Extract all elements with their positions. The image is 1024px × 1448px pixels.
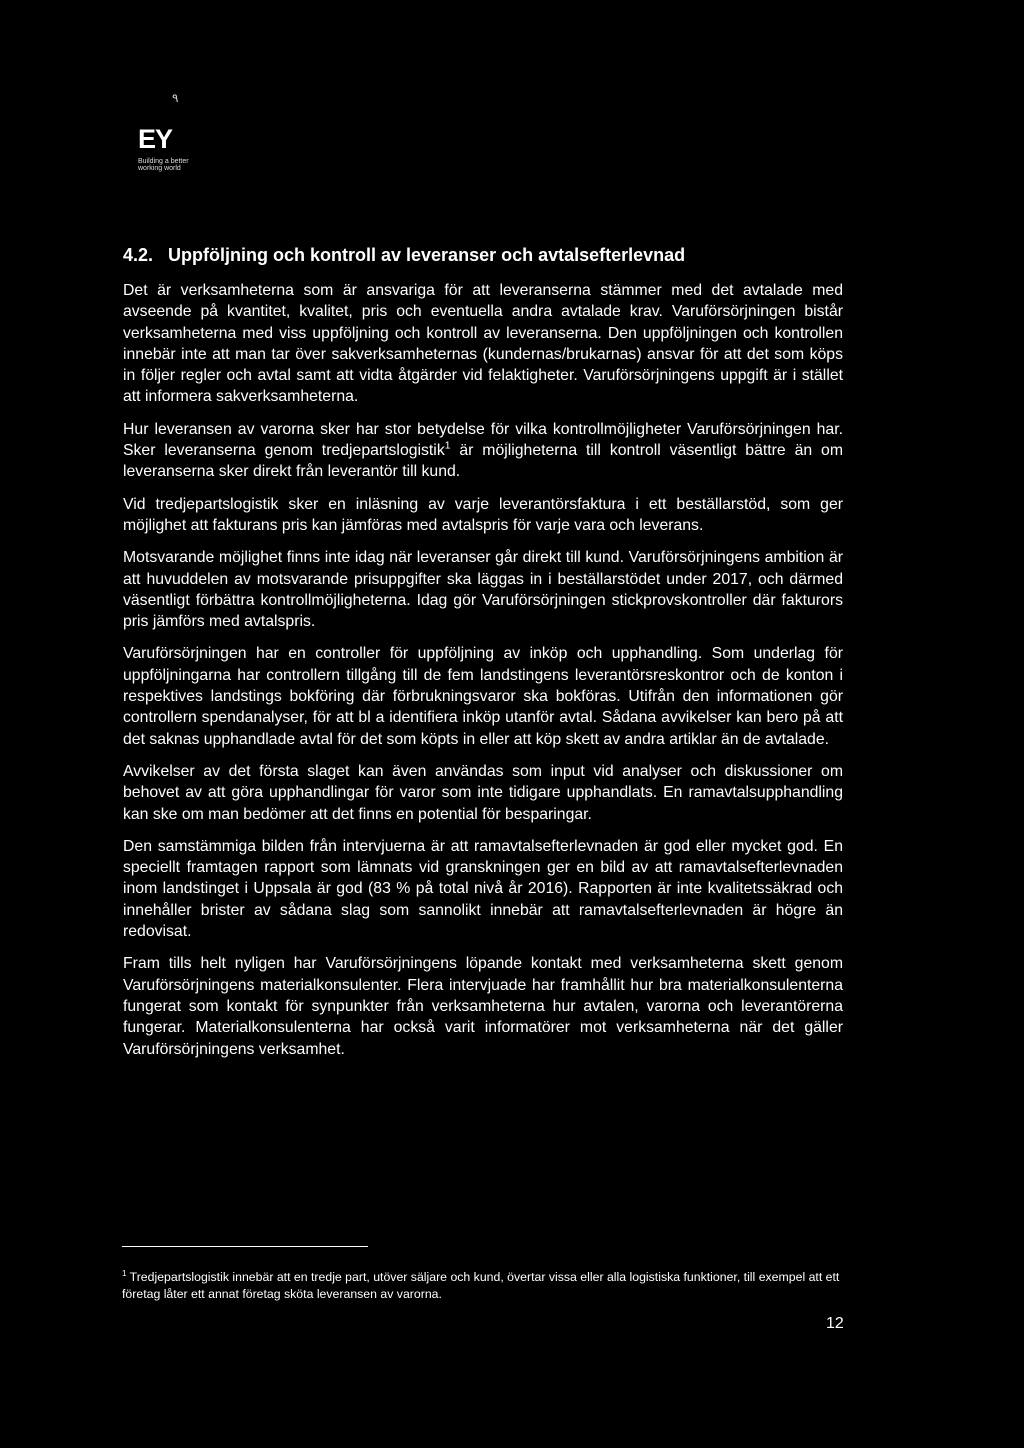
paragraph: Avvikelser av det första slaget kan även användas som input vid analyser och diskussioner om behovet av att göra upphandlingar för varor som inte tidigare upphandlats. En ramavtalsupphandling kan ske om man bedömer att det finns en potential för besparingar.	[123, 762, 843, 823]
footnote	[122, 1269, 852, 1303]
logo-beam-mark: ٩	[172, 91, 179, 105]
logo-letters: EY	[138, 124, 173, 154]
paragraph-text: Hur leveransen av varorna sker har stor betydelse för vilka kontrollmöjligheter Varuförsörjningen har. Sker leveranserna genom tredjepartslogistik	[123, 420, 843, 460]
footnote-text: Tredjepartslogistik innebär att en tredje part, utöver säljare och kund, övertar vissa eller alla logistiska funktioner, till exempel att ett företag låter ett annat företag sköta leveransen av varorna.	[122, 1270, 840, 1301]
section-heading	[123, 244, 843, 266]
paragraph-text: är möjligheterna till kontroll väsentligt bättre än om leveranserna sker direkt från leverantör till kund.	[123, 442, 844, 481]
paragraph: Det är verksamheterna som är ansvariga för att leveranserna stämmer med det avtalade med avseende på kvantitet, kvalitet, pris och eventuella andra avtalade krav. Varuförsörjningen bistår verksamheterna med viss uppföljning och kontroll av leveranserna. Den uppföljningen och kontrollen innebär inte att man tar över sakverksamheternas (kundernas/brukarnas) ansvar för att det som köps in följer regler och avtal samt att vidta åtgärder vid felaktigheter. Varuförsörjningens uppgift är i stället att informera sakverksamheterna.	[123, 282, 843, 406]
footnote-divider	[122, 1246, 368, 1247]
paragraph: Vid tredjepartslogistik sker en inläsning av varje leverantörsfaktura i ett beställarstöd, som ger möjlighet att fakturans pris kan jämföras med avtalspris för varje vara och leverans.	[123, 495, 843, 534]
footnote-reference: 1	[444, 440, 451, 452]
paragraph: Varuförsörjningen har en controller för uppföljning av inköp och upphandling. Som underlag för uppföljningarna har controllern tillgång till de fem landstingens leverantörsreskontror och de konton i respektives landstings bokföring där förbrukningsvaror ska bokföras. Utifrån den informationen gör controllern spendanalyser, för att bl a identifiera inköp utanför avtal. Sådana avvikelser kan bero på att det saknas upphandlade avtal för det som köpts in eller att köp skett av andra artiklar än de avtalade.	[123, 645, 843, 748]
page-number: 12	[826, 1315, 844, 1332]
ey-logo	[124, 92, 234, 182]
paragraph-with-footnote-ref	[123, 419, 843, 483]
paragraph: Motsvarande möjlighet finns inte idag när leveranser går direkt till kund. Varuförsörjningens ambition är att huvuddelen av motsvarande prisuppgifter ska läggas in i beställarstödet under 2017, och därmed väsentligt förbättra kontrollmöjligheterna. Idag gör Varuförsörjningen stickprovskontroller där fakturors pris jämförs med avtalspris.	[123, 549, 843, 631]
paragraph: Fram tills helt nyligen har Varuförsörjningens löpande kontakt med verksamheterna skett genom Varuförsörjningens materialkonsulenter. Flera intervjuade har framhållit hur bra materialkonsulenterna fungerat som kontakt för synpunkter från verksamheterna hur avtalen, varorna och leverantörerna fungerar. Materialkonsulenterna har också varit informatörer mot verksamheterna när det gäller Varuförsörjningens verksamhet.	[123, 955, 843, 1058]
paragraph: Den samstämmiga bilden från intervjuerna är att ramavtalsefterlevnaden är god eller mycket god. En speciellt framtagen rapport som lämnats vid granskningen ger en bild av att ramavtalsefterlevnaden inom landstinget i Uppsala är god (83 % på total nivå år 2016). Rapporten är inte kvalitetssäkrad och innehåller brister av sådana slag som sannolikt innebär att ramavtalsefterlevnaden är högre än redovisat.	[123, 837, 843, 941]
section-number: 4.2.	[123, 245, 154, 265]
footnote-mark: 1	[122, 1268, 127, 1278]
main-content	[123, 244, 843, 1071]
section-title: Uppföljning och kontroll av leveranser och avtalsefterlevnad	[168, 245, 686, 265]
logo-tagline: Building a better working world	[138, 158, 189, 172]
